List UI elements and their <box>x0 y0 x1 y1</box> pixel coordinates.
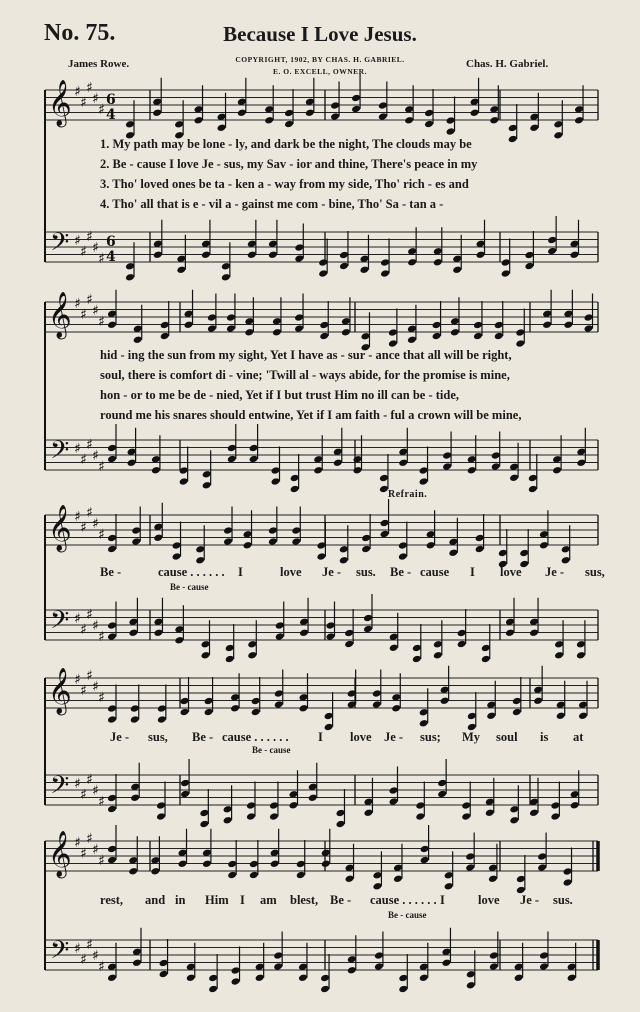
bass-clef-icon: 𝄢 <box>50 771 70 806</box>
lyric-word: Je - <box>520 893 540 907</box>
sharp-icon: ♯ <box>92 842 99 858</box>
lyric-word: love <box>280 565 302 579</box>
sharp-icon: ♯ <box>92 448 99 464</box>
bass-clef-icon: 𝄢 <box>50 436 70 471</box>
sharp-icon: ♯ <box>80 520 87 536</box>
bass-clef-icon: 𝄢 <box>50 606 70 641</box>
lyric-word: Be - <box>100 565 122 579</box>
lyric-word: Je - <box>110 730 130 744</box>
sharp-icon: ♯ <box>74 611 81 627</box>
sharp-icon: ♯ <box>98 527 105 543</box>
sharp-icon: ♯ <box>74 835 81 851</box>
sharp-icon: ♯ <box>86 668 93 684</box>
lyric-word: Je - <box>322 565 342 579</box>
verse-4-part-2: round me his snares should entwine, Yet if I am faith - ful a crown will be mine, <box>100 408 522 422</box>
sharp-icon: ♯ <box>98 794 105 810</box>
sharp-icon: ♯ <box>80 244 87 260</box>
lyric-word: sus; <box>420 730 441 744</box>
lyric-word: cause <box>420 565 450 579</box>
sharp-icon: ♯ <box>98 251 105 267</box>
lyric-word: rest, <box>100 893 124 907</box>
time-sig-top: 6 <box>106 234 116 250</box>
sharp-icon: ♯ <box>92 948 99 964</box>
sharp-icon: ♯ <box>80 787 87 803</box>
verse-3-part-1: 3. Tho' loved ones be ta - ken a - way from my side, Tho' rich - es and <box>100 177 469 191</box>
lyric-word: I <box>238 565 243 579</box>
hymn-title: Because I Love Jesus. <box>223 22 417 46</box>
sharp-icon: ♯ <box>74 941 81 957</box>
sharp-icon: ♯ <box>86 505 93 521</box>
time-sig-bottom: 4 <box>106 107 116 123</box>
bass-because-2: Be - cause <box>252 745 291 755</box>
sharp-icon: ♯ <box>98 690 105 706</box>
sharp-icon: ♯ <box>80 683 87 699</box>
lyric-word: cause . . . . . . <box>370 893 437 907</box>
lyric-word: at <box>573 730 584 744</box>
sharp-icon: ♯ <box>80 846 87 862</box>
lyric-word: sus, <box>585 565 605 579</box>
verse-4-part-1: 4. Tho' all that is e - vil a - gainst me com - bine, Tho' Sa - tan a - <box>100 197 444 211</box>
sharp-icon: ♯ <box>74 776 81 792</box>
lyric-word: am <box>260 893 277 907</box>
lyric-word: Be - <box>330 893 352 907</box>
lyric-word: sus. <box>356 565 376 579</box>
bass-because-1: Be - cause <box>170 582 209 592</box>
sharp-icon: ♯ <box>92 303 99 319</box>
copyright-owner: E. O. EXCELL, OWNER. <box>273 67 367 76</box>
sharp-icon: ♯ <box>92 679 99 695</box>
lyric-word: in <box>175 893 186 907</box>
lyric-word: love <box>500 565 522 579</box>
treble-clef-icon: 𝄞 <box>48 505 72 551</box>
verse-2-part-2: soul, there is comfort di - vine; 'Twill al - ways abide, for the promise is mine, <box>100 368 510 382</box>
refrain-label: Refrain. <box>388 489 428 500</box>
author: James Rowe. <box>68 58 130 70</box>
time-sig-bottom: 4 <box>106 249 116 265</box>
bass-because-3: Be - cause <box>388 910 427 920</box>
lyric-word: cause . . . . . . <box>222 730 289 744</box>
lyric-word: sus, <box>148 730 168 744</box>
sharp-icon: ♯ <box>86 80 93 96</box>
sharp-icon: ♯ <box>74 441 81 457</box>
composer: Chas. H. Gabriel. <box>466 58 549 70</box>
lyric-word: Him <box>205 893 229 907</box>
sharp-icon: ♯ <box>74 509 81 525</box>
lyric-word: sus. <box>553 893 573 907</box>
verse-1-part-1: 1. My path may be lone - ly, and dark be the night, The clouds may be <box>100 137 472 151</box>
lyric-word: I <box>470 565 475 579</box>
lyric-word: is <box>540 730 549 744</box>
sharp-icon: ♯ <box>74 672 81 688</box>
treble-clef-icon: 𝄞 <box>48 80 72 126</box>
lyric-word: Be - <box>192 730 214 744</box>
sharp-icon: ♯ <box>86 229 93 245</box>
sharp-icon: ♯ <box>80 622 87 638</box>
sharp-icon: ♯ <box>86 772 93 788</box>
sharp-icon: ♯ <box>92 783 99 799</box>
treble-clef-icon: 𝄞 <box>48 831 72 877</box>
sharp-icon: ♯ <box>98 459 105 475</box>
sharp-icon: ♯ <box>86 292 93 308</box>
sharp-icon: ♯ <box>74 84 81 100</box>
sharp-icon: ♯ <box>92 516 99 532</box>
sharp-icon: ♯ <box>98 314 105 330</box>
sharp-icon: ♯ <box>74 233 81 249</box>
copyright-line: COPYRIGHT, 1902, BY CHAS. H. GABRIEL. <box>235 55 405 64</box>
sharp-icon: ♯ <box>98 629 105 645</box>
sharp-icon: ♯ <box>98 959 105 975</box>
lyric-word: I <box>240 893 245 907</box>
sharp-icon: ♯ <box>86 937 93 953</box>
treble-clef-icon: 𝄞 <box>48 668 72 714</box>
lyric-word: soul <box>496 730 518 744</box>
sharp-icon: ♯ <box>80 452 87 468</box>
sharp-icon: ♯ <box>80 952 87 968</box>
lyric-word: I <box>318 730 323 744</box>
sharp-icon: ♯ <box>92 240 99 256</box>
lyric-word: cause . . . . . . <box>158 565 225 579</box>
lyric-word: Je - <box>384 730 404 744</box>
lyric-word: I <box>440 893 445 907</box>
lyric-word: Je - <box>545 565 565 579</box>
sharp-icon: ♯ <box>86 831 93 847</box>
verse-1-part-2: hid - ing the sun from my sight, Yet I have as - sur - ance that all will be right, <box>100 348 512 362</box>
lyric-word: Be - <box>390 565 412 579</box>
sharp-icon: ♯ <box>74 296 81 312</box>
lyric-word: love <box>350 730 372 744</box>
treble-clef-icon: 𝄞 <box>48 292 72 338</box>
lyric-word: My <box>462 730 481 744</box>
time-sig-top: 6 <box>106 92 116 108</box>
lyric-word: blest, <box>290 893 319 907</box>
sharp-icon: ♯ <box>86 607 93 623</box>
sharp-icon: ♯ <box>86 437 93 453</box>
sharp-icon: ♯ <box>80 95 87 111</box>
hymn-number: No. 75. <box>44 20 116 46</box>
verse-2-part-1: 2. Be - cause I love Je - sus, my Sav - ior and thine, There's peace in my <box>100 157 478 171</box>
bass-clef-icon: 𝄢 <box>50 228 70 263</box>
sharp-icon: ♯ <box>98 853 105 869</box>
lyric-word: love <box>478 893 500 907</box>
verse-3-part-2: hon - or to me be de - nied, Yet if I but trust Him no ill can be - tide, <box>100 388 460 402</box>
bass-clef-icon: 𝄢 <box>50 936 70 971</box>
sharp-icon: ♯ <box>92 618 99 634</box>
lyric-word: and <box>145 893 166 907</box>
sharp-icon: ♯ <box>80 307 87 323</box>
sharp-icon: ♯ <box>92 91 99 107</box>
sharp-icon: ♯ <box>98 102 105 118</box>
